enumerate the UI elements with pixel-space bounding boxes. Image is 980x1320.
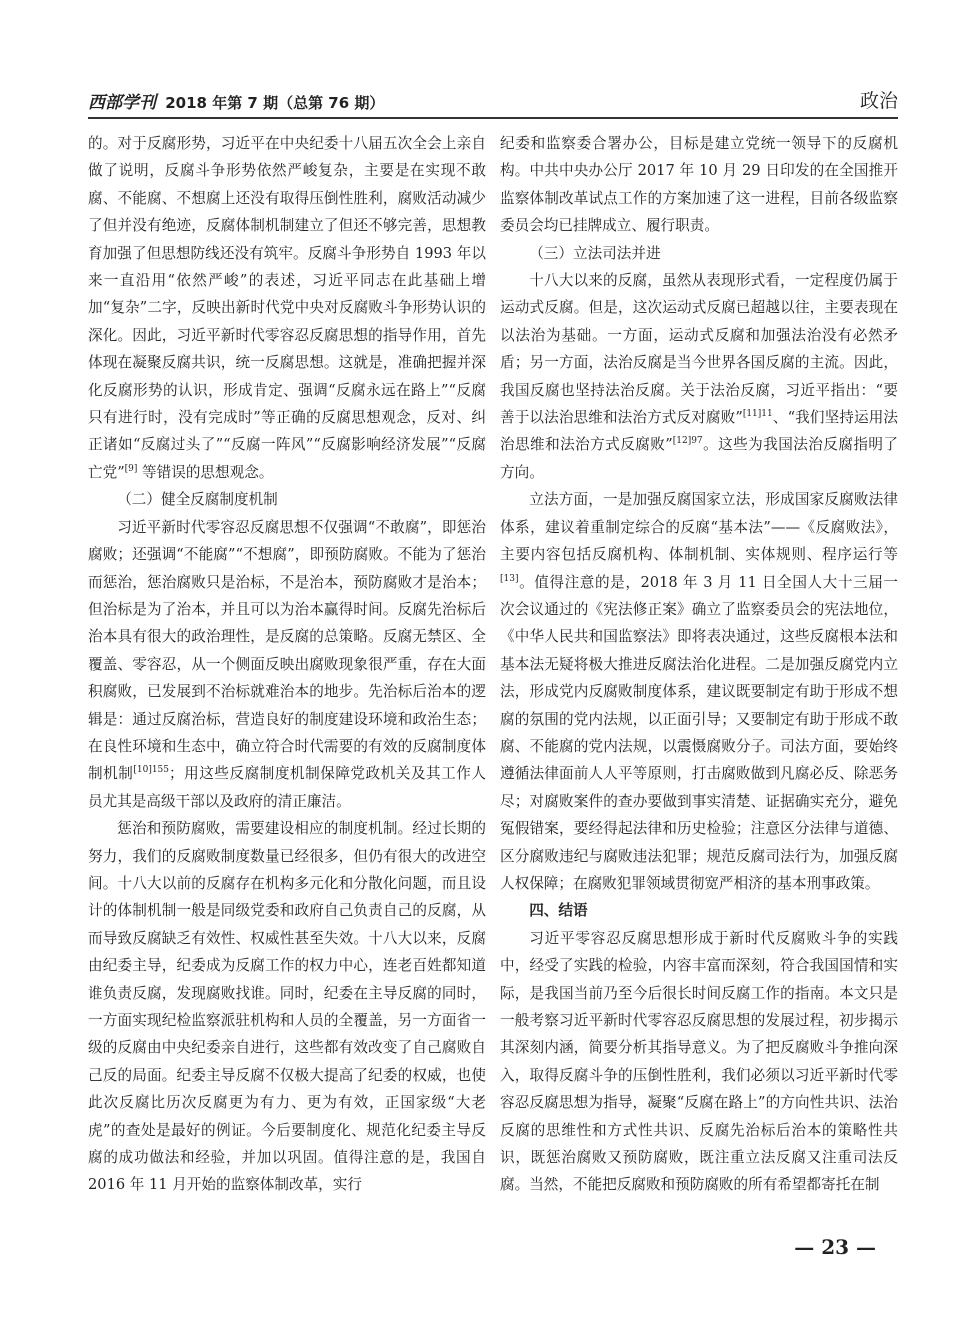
citation: [9] <box>124 464 138 475</box>
text: 等错误的思想观念。 <box>137 463 274 481</box>
text: 的。对于反腐形势，习近平在中央纪委十八届五次全会上亲自做了说明，反腐斗争形势依然严峻复杂，主要是在实现不敢腐、不能腐、不想腐上还没有取得压倒性胜利，腐败活动减少了但并没有绝迹，反腐体制机制建立了但还不够完善，思想教育加强了但思想防线还没有筑牢。反腐斗争形势自 1993 年以来一直沿用“依然严峻”的表述，习近平同志在此基础上增加“复杂”二字，反映出新时代党中央对反腐败斗争形势认识的深化。因此，习近平新时代零容忍反腐思想的指导作用，首先体现在凝聚反腐共识，统一反腐思想。这就是，准确把握并深化反腐形势的认识，形成肯定、强调“反腐永远在路上”“反腐只有进行时，没有完成时”等正确的反腐思想观念，反对、纠正诸如“反腐过头了”“反腐一阵风”“反腐影响经济发展”“反腐亡党” <box>88 135 486 481</box>
paragraph: 纪委和监察委合署办公，目标是建立党统一领导下的反腐机构。中共中央办公厅 2017 年 10 月 29 日印发的在全国推开监察体制改革试点工作的方案加速了这一进程，目前各级监察委员会均已挂牌成立、履行职责。 <box>500 135 898 235</box>
page-header <box>88 84 898 118</box>
paragraph <box>500 486 898 897</box>
text: ；用这些反腐制度机制保障党政机关及其工作人员尤其是高级干部以及政府的清正廉洁。 <box>88 765 486 810</box>
paragraph: 惩治和预防腐败，需要建设相应的制度机制。经过长期的努力，我们的反腐败制度数量已经很多，但仍有很大的改进空间。十八大以前的反腐存在机构多元化和分散化问题，而且设计的体制机制一般是同级党委和政府自己负责自己的反腐，从而导致反腐缺乏有效性、权威性甚至失效。十八大以来，反腐由纪委主导，纪委成为反腐工作的权力中心，连老百姓都知道谁负责反腐，发现腐败找谁。同时，纪委在主导反腐的同时，一方面实现纪检监察派驻机构和人员的全覆盖，另一方面省一级的反腐由中央纪委亲自进行，这些都有效改变了自己腐败自己反的局面。纪委主导反腐不仅极大提高了纪委的权威，也使此次反腐比历次反腐更为有力、更为有效，正国家级“大老虎”的查处是最好的例证。今后要制度化、规范化纪委主导反腐的成功做法和经验，并加以巩固。值得注意的是，我国自 2016 年 11 月开始的监察体制改革，实行 <box>88 820 486 1194</box>
citation: [13] <box>500 573 519 584</box>
text: 。这些为我国法治反腐指明了方向。 <box>500 436 898 481</box>
section-name: 政治 <box>859 90 898 112</box>
text: 、“我们坚持运用法治思维和法治方式反腐败” <box>500 409 898 454</box>
right-column <box>500 130 898 1199</box>
paragraph <box>88 514 486 815</box>
journal-name: 西部学刊 <box>88 93 156 113</box>
text: 立法方面，一是加强反腐国家立法，形成国家反腐败法律体系，建议着重制定综合的反腐“基本法”——《反腐败法》，主要内容包括反腐机构、体制机制、实体规则、程序运行等 <box>500 491 898 564</box>
text: 习近平新时代零容忍反腐思想不仅强调“不敢腐”，即惩治腐败；还强调“不能腐”“不想腐”，即预防腐败。不能为了惩治而惩治，惩治腐败只是治标，不是治本，预防腐败才是治本；但治标是为了治本，并且可以为治本赢得时间。反腐先治标后治本具有很大的政治理性，是反腐的总策略。反腐无禁区、全覆盖、零容忍，从一个侧面反映出腐败现象很严重，存在大面积腐败，已发展到不治标就难治本的地步。先治标后治本的逻辑是：通过反腐治标，营造良好的制度建设环境和政治生态；在良性环境和生态中，确立符合时代需要的有效的反腐制度体制机制 <box>88 518 486 783</box>
journal-header <box>88 88 384 113</box>
text: 。值得注意的是，2018 年 3 月 11 日全国人大十三届一次会议通过的《宪法修正案》确立了监察委员会的宪法地位，《中华人民共和国监察法》即将表决通过，这些反腐根本法和基本法无疑将极大推进反腐法治化进程。二是加强反腐党内立法，形成党内反腐败制度体系，建议既要制定有助于形成不想腐的氛围的党内法规，以正面引导；又要制定有助于形成不敢腐、不能腐的党内法规，以震慑腐败分子。司法方面，要始终遵循法律面前人人平等原则，打击腐败做到凡腐必反、除恶务尽；对腐败案件的查办要做到事实清楚、证据确实充分，避免冤假错案，要经得起法律和历史检验；注意区分法律与道德、区分腐败违纪与腐败违法犯罪；规范反腐司法行为，加强反腐人权保障；在腐败犯罪领域贯彻宽严相济的基本刑事政策。 <box>500 573 898 892</box>
paragraph <box>500 267 898 486</box>
paragraph <box>88 130 486 486</box>
page-number: — 23 — <box>794 1235 876 1259</box>
header-rule <box>88 117 898 119</box>
subsection-heading: （二）健全反腐制度机制 <box>117 491 278 509</box>
left-column <box>88 130 486 1199</box>
paragraph: 习近平零容忍反腐思想形成于新时代反腐败斗争的实践中，经受了实践的检验，内容丰富而深刻，符合我国国情和实际，是我国当前乃至今后很长时间反腐工作的指南。本文只是一般考察习近平新时代零容忍反腐思想的发展过程，初步揭示其深刻内涵，简要分析其指导意义。为了把反腐败斗争推向深入，取得反腐斗争的压倒性胜利，我们必须以习近平新时代零容忍反腐思想为指导，凝聚“反腐在路上”的方向性共识、法治反腐的思维性和方式性共识、反腐先治标后治本的策略性共识，既惩治腐败又预防腐败，既注重立法反腐又注重司法反腐。当然，不能把反腐败和预防腐败的所有希望都寄托在制 <box>500 929 898 1194</box>
subsection-heading: （三）立法司法并进 <box>529 244 661 262</box>
text: 十八大以来的反腐，虽然从表现形式看，一定程度仍属于运动式反腐。但是，这次运动式反腐已超越以往，主要表现在以法治为基础。一方面，运动式反腐和加强法治没有必然矛盾；另一方面，法治反腐是当今世界各国反腐的主流。因此，我国反腐也坚持法治反腐。关于法治反腐，习近平指出：“要善于以法治思维和法治方式反对腐败” <box>500 272 898 427</box>
citation: [10]155 <box>133 765 170 776</box>
citation: [11]11 <box>742 409 773 420</box>
issue-info: 2018 年第 7 期（总第 76 期） <box>165 94 385 112</box>
citation: [12]97 <box>672 436 703 447</box>
section-heading: 四、结语 <box>529 902 588 920</box>
